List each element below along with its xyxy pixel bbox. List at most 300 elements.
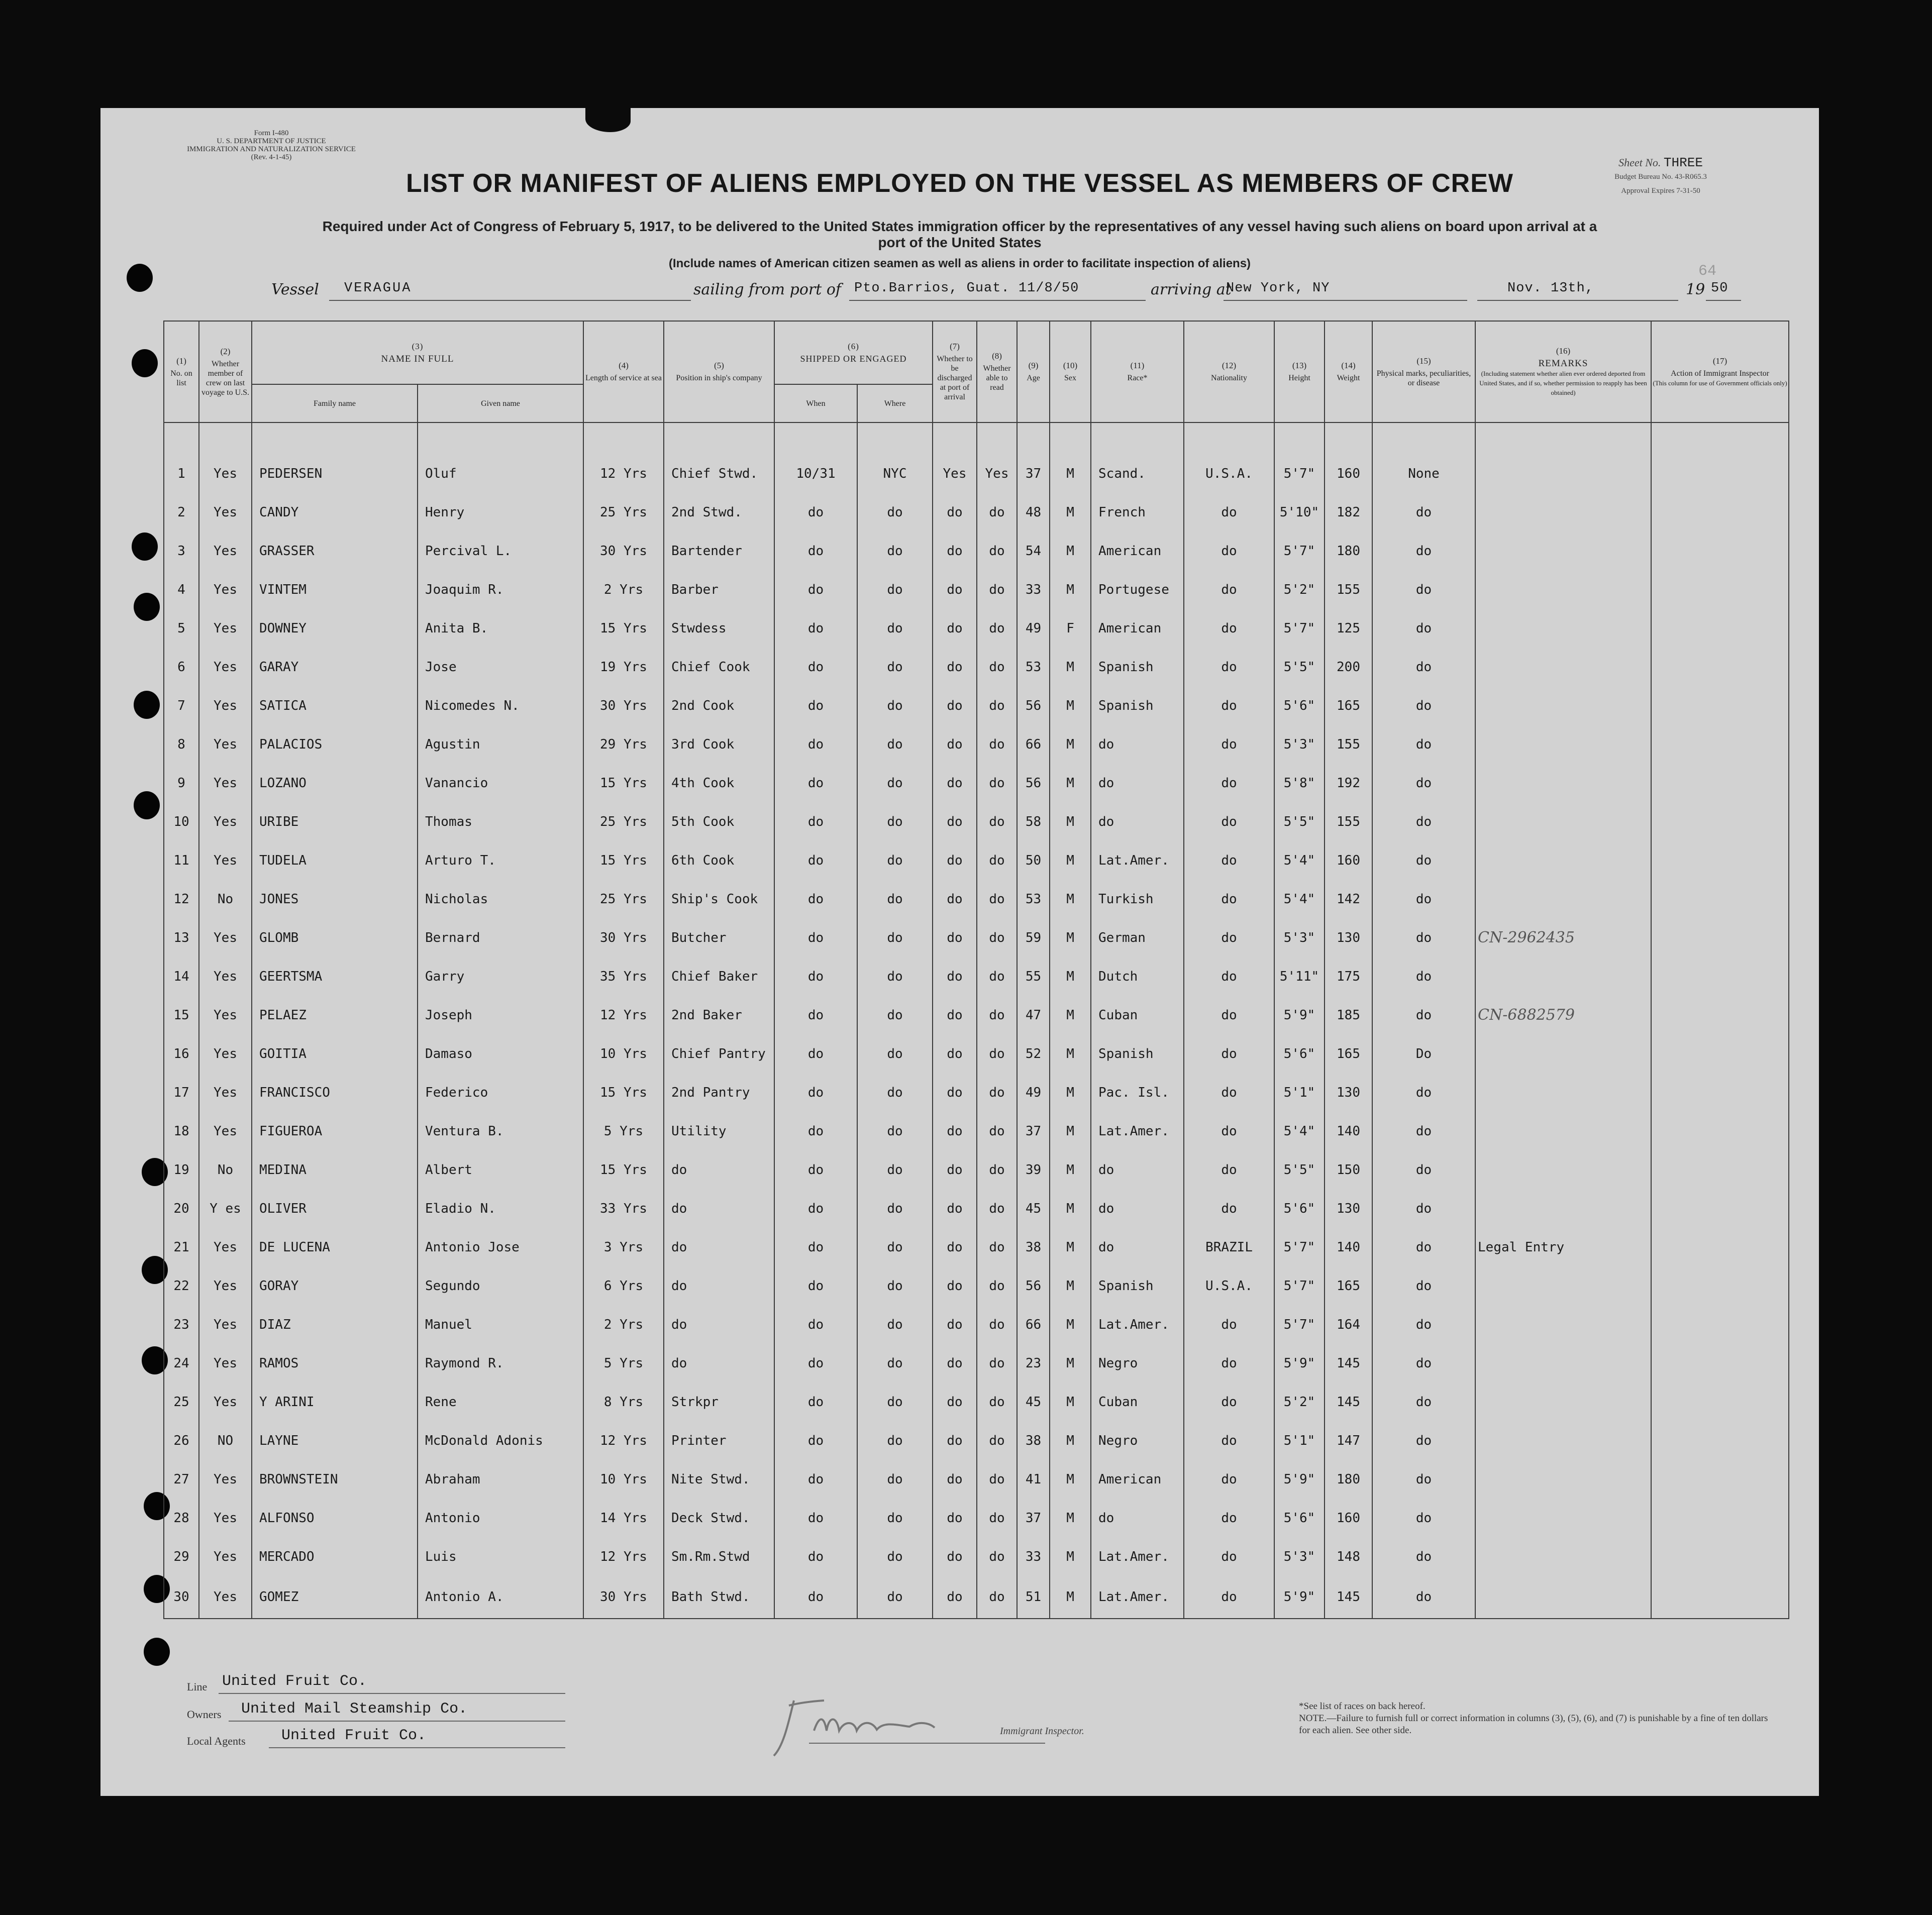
given-name-cell: Segundo: [418, 1266, 583, 1305]
service-cell: 5 Yrs: [583, 1112, 664, 1150]
last-voyage-cell: Yes: [199, 1073, 252, 1112]
col-discharged: (7) Whether to be discharged at port of arrival: [933, 321, 977, 422]
table-row: [164, 454, 1789, 493]
inspector-cell: [1651, 1537, 1789, 1576]
table-row: [164, 531, 1789, 570]
when-cell: do: [774, 918, 857, 957]
remarks-cell: [1475, 648, 1651, 686]
family-name-cell: GARAY: [252, 648, 418, 686]
sex-cell: M: [1050, 686, 1091, 725]
marks-cell: do: [1372, 1537, 1475, 1576]
nationality-cell: do: [1184, 1421, 1274, 1460]
given-name-cell: Garry: [418, 957, 583, 996]
age-cell: 51: [1017, 1576, 1050, 1619]
sailing-port: Pto.Barrios, Guat. 11/8/50: [854, 281, 1079, 296]
last-voyage-cell: Yes: [199, 841, 252, 880]
last-voyage-cell: Yes: [199, 1576, 252, 1619]
marks-cell: do: [1372, 1460, 1475, 1499]
agents-underline: [269, 1746, 565, 1748]
inspector-cell: [1651, 686, 1789, 725]
when-cell: do: [774, 957, 857, 996]
inspector-cell: [1651, 1344, 1789, 1382]
given-name-cell: Henry: [418, 493, 583, 531]
row-number: 17: [164, 1073, 199, 1112]
nationality-cell: do: [1184, 1499, 1274, 1537]
col-family-name: Family name: [252, 384, 418, 422]
inspector-cell: [1651, 880, 1789, 918]
where-cell: do: [857, 609, 933, 648]
read-cell: do: [977, 1150, 1017, 1189]
last-voyage-cell: Yes: [199, 1460, 252, 1499]
last-voyage-cell: Yes: [199, 1266, 252, 1305]
race-cell: American: [1091, 609, 1184, 648]
where-cell: do: [857, 725, 933, 764]
age-cell: 56: [1017, 686, 1050, 725]
marks-cell: do: [1372, 1305, 1475, 1344]
race-cell: Pac. Isl.: [1091, 1073, 1184, 1112]
col-inspector: (17) Action of Immigrant Inspector (This column for use of Government officials only): [1651, 321, 1789, 422]
row-number: 14: [164, 957, 199, 996]
remarks-cell: CN-2962435: [1475, 918, 1651, 957]
inspector-cell: [1651, 1382, 1789, 1421]
table-row: [164, 1576, 1789, 1619]
last-voyage-cell: Yes: [199, 1305, 252, 1344]
race-cell: Negro: [1091, 1421, 1184, 1460]
row-number: 20: [164, 1189, 199, 1228]
row-number: 23: [164, 1305, 199, 1344]
nationality-cell: do: [1184, 880, 1274, 918]
sheet-label: Sheet No.: [1618, 156, 1661, 169]
where-cell: do: [857, 531, 933, 570]
owners-underline: [229, 1720, 565, 1722]
where-cell: do: [857, 1382, 933, 1421]
age-cell: 23: [1017, 1344, 1050, 1382]
race-cell: German: [1091, 918, 1184, 957]
last-voyage-cell: Yes: [199, 1344, 252, 1382]
family-name-cell: OLIVER: [252, 1189, 418, 1228]
sex-cell: M: [1050, 880, 1091, 918]
nationality-cell: do: [1184, 1537, 1274, 1576]
height-cell: 5'5": [1274, 1150, 1325, 1189]
position-cell: Bartender: [664, 531, 774, 570]
when-cell: do: [774, 686, 857, 725]
last-voyage-cell: NO: [199, 1421, 252, 1460]
read-cell: do: [977, 1576, 1017, 1619]
given-name-cell: Bernard: [418, 918, 583, 957]
age-cell: 49: [1017, 609, 1050, 648]
table-row: [164, 1421, 1789, 1460]
inspector-cell: [1651, 918, 1789, 957]
position-cell: Butcher: [664, 918, 774, 957]
budget-bureau: Budget Bureau No. 43-R065.3: [1614, 173, 1707, 181]
height-cell: 5'3": [1274, 918, 1325, 957]
row-number: 5: [164, 609, 199, 648]
table-row: [164, 570, 1789, 609]
spacer-row: [164, 422, 1789, 454]
weight-cell: 150: [1325, 1150, 1372, 1189]
marks-cell: do: [1372, 764, 1475, 802]
height-cell: 5'1": [1274, 1073, 1325, 1112]
table-row: [164, 1537, 1789, 1576]
race-cell: do: [1091, 1228, 1184, 1266]
remarks-cell: [1475, 454, 1651, 493]
col-name-in-full: (3) NAME IN FULL: [252, 321, 583, 384]
remarks-cell: [1475, 1189, 1651, 1228]
col-weight: (14) Weight: [1325, 321, 1372, 422]
race-cell: do: [1091, 1189, 1184, 1228]
remarks-cell: [1475, 531, 1651, 570]
last-voyage-cell: Yes: [199, 531, 252, 570]
sex-cell: M: [1050, 1150, 1091, 1189]
marks-cell: do: [1372, 493, 1475, 531]
position-cell: Printer: [664, 1421, 774, 1460]
weight-cell: 165: [1325, 1266, 1372, 1305]
given-name-cell: Joseph: [418, 996, 583, 1034]
row-number: 6: [164, 648, 199, 686]
when-cell: do: [774, 725, 857, 764]
weight-cell: 130: [1325, 1073, 1372, 1112]
family-name-cell: PELAEZ: [252, 996, 418, 1034]
family-name-cell: RAMOS: [252, 1344, 418, 1382]
race-cell: Scand.: [1091, 454, 1184, 493]
weight-cell: 200: [1325, 648, 1372, 686]
where-cell: do: [857, 1228, 933, 1266]
sex-cell: M: [1050, 764, 1091, 802]
service-cell: 19 Yrs: [583, 648, 664, 686]
row-number: 1: [164, 454, 199, 493]
nationality-cell: U.S.A.: [1184, 1266, 1274, 1305]
punch-hole-icon: [134, 791, 160, 819]
sex-cell: M: [1050, 1228, 1091, 1266]
race-cell: do: [1091, 725, 1184, 764]
remarks-cell: [1475, 764, 1651, 802]
discharged-cell: do: [933, 996, 977, 1034]
weight-cell: 130: [1325, 1189, 1372, 1228]
weight-cell: 125: [1325, 609, 1372, 648]
family-name-cell: GOITIA: [252, 1034, 418, 1073]
last-voyage-cell: Yes: [199, 493, 252, 531]
height-cell: 5'3": [1274, 1537, 1325, 1576]
family-name-cell: CANDY: [252, 493, 418, 531]
when-cell: do: [774, 1499, 857, 1537]
when-cell: 10/31: [774, 454, 857, 493]
marks-cell: do: [1372, 802, 1475, 841]
when-cell: do: [774, 1344, 857, 1382]
position-cell: Barber: [664, 570, 774, 609]
where-cell: do: [857, 493, 933, 531]
nationality-cell: do: [1184, 802, 1274, 841]
nationality-cell: do: [1184, 1305, 1274, 1344]
service-cell: 2 Yrs: [583, 570, 664, 609]
given-name-cell: Rene: [418, 1382, 583, 1421]
race-cell: American: [1091, 531, 1184, 570]
inspector-cell: [1651, 996, 1789, 1034]
table-row: [164, 1266, 1789, 1305]
age-cell: 38: [1017, 1421, 1050, 1460]
table-row: [164, 686, 1789, 725]
where-cell: do: [857, 1073, 933, 1112]
height-cell: 5'4": [1274, 841, 1325, 880]
where-cell: do: [857, 570, 933, 609]
weight-cell: 160: [1325, 1499, 1372, 1537]
discharged-cell: do: [933, 1499, 977, 1537]
table-row: [164, 918, 1789, 957]
family-name-cell: GEERTSMA: [252, 957, 418, 996]
service-cell: 30 Yrs: [583, 531, 664, 570]
inspector-cell: [1651, 493, 1789, 531]
col-remarks: (16) REMARKS (Including statement whether alien ever ordered deported from United States, and if so, whether permission to reapply has been obtained): [1475, 321, 1651, 422]
marks-cell: do: [1372, 570, 1475, 609]
inspector-cell: [1651, 957, 1789, 996]
nationality-cell: do: [1184, 841, 1274, 880]
read-cell: do: [977, 1305, 1017, 1344]
weight-cell: 130: [1325, 918, 1372, 957]
height-cell: 5'8": [1274, 764, 1325, 802]
age-cell: 37: [1017, 1112, 1050, 1150]
weight-cell: 145: [1325, 1344, 1372, 1382]
where-cell: do: [857, 1421, 933, 1460]
discharged-cell: do: [933, 1073, 977, 1112]
age-cell: 55: [1017, 957, 1050, 996]
when-cell: do: [774, 1034, 857, 1073]
sex-cell: M: [1050, 841, 1091, 880]
discharged-cell: do: [933, 1460, 977, 1499]
marks-cell: do: [1372, 1344, 1475, 1382]
read-cell: do: [977, 531, 1017, 570]
sex-cell: M: [1050, 1344, 1091, 1382]
row-number: 12: [164, 880, 199, 918]
race-cell: Spanish: [1091, 686, 1184, 725]
given-name-cell: Antonio A.: [418, 1576, 583, 1619]
row-number: 18: [164, 1112, 199, 1150]
weight-cell: 140: [1325, 1228, 1372, 1266]
service-cell: 35 Yrs: [583, 957, 664, 996]
inspector-cell: [1651, 1073, 1789, 1112]
race-cell: do: [1091, 1499, 1184, 1537]
sex-cell: M: [1050, 531, 1091, 570]
inspector-cell: [1651, 1189, 1789, 1228]
read-cell: do: [977, 1073, 1017, 1112]
height-cell: 5'6": [1274, 686, 1325, 725]
where-cell: do: [857, 648, 933, 686]
nationality-cell: do: [1184, 686, 1274, 725]
family-name-cell: DE LUCENA: [252, 1228, 418, 1266]
col-last-voyage: (2) Whether member of crew on last voyage to U.S.: [199, 321, 252, 422]
service-cell: 5 Yrs: [583, 1344, 664, 1382]
given-name-cell: Abraham: [418, 1460, 583, 1499]
inspector-cell: [1651, 1112, 1789, 1150]
weight-cell: 175: [1325, 957, 1372, 996]
weight-cell: 180: [1325, 531, 1372, 570]
given-name-cell: Antonio Jose: [418, 1228, 583, 1266]
read-cell: do: [977, 1382, 1017, 1421]
marks-cell: do: [1372, 725, 1475, 764]
family-name-cell: MERCADO: [252, 1537, 418, 1576]
discharged-cell: do: [933, 764, 977, 802]
weight-cell: 145: [1325, 1576, 1372, 1619]
last-voyage-cell: Y es: [199, 1189, 252, 1228]
service-cell: 25 Yrs: [583, 493, 664, 531]
nationality-cell: do: [1184, 570, 1274, 609]
family-name-cell: GRASSER: [252, 531, 418, 570]
remarks-cell: [1475, 1150, 1651, 1189]
inspector-cell: [1651, 570, 1789, 609]
sex-cell: M: [1050, 1460, 1091, 1499]
nationality-cell: do: [1184, 725, 1274, 764]
given-name-cell: Vanancio: [418, 764, 583, 802]
last-voyage-cell: Yes: [199, 1382, 252, 1421]
row-number: 8: [164, 725, 199, 764]
when-cell: do: [774, 1266, 857, 1305]
row-number: 15: [164, 996, 199, 1034]
position-cell: Strkpr: [664, 1382, 774, 1421]
family-name-cell: GORAY: [252, 1266, 418, 1305]
age-cell: 45: [1017, 1189, 1050, 1228]
inspector-cell: [1651, 802, 1789, 841]
remarks-cell: [1475, 1537, 1651, 1576]
marks-cell: do: [1372, 1150, 1475, 1189]
when-cell: do: [774, 1382, 857, 1421]
service-cell: 29 Yrs: [583, 725, 664, 764]
marks-cell: do: [1372, 957, 1475, 996]
discharged-cell: do: [933, 725, 977, 764]
read-cell: do: [977, 918, 1017, 957]
where-cell: do: [857, 1305, 933, 1344]
service-cell: 10 Yrs: [583, 1034, 664, 1073]
col-where: Where: [857, 384, 933, 422]
when-cell: do: [774, 609, 857, 648]
sex-cell: M: [1050, 802, 1091, 841]
discharged-cell: do: [933, 1189, 977, 1228]
read-cell: do: [977, 1460, 1017, 1499]
service-cell: 6 Yrs: [583, 1266, 664, 1305]
nationality-cell: do: [1184, 531, 1274, 570]
family-name-cell: DOWNEY: [252, 609, 418, 648]
remarks-cell: [1475, 1344, 1651, 1382]
table-row: [164, 957, 1789, 996]
service-cell: 30 Yrs: [583, 1576, 664, 1619]
row-number: 21: [164, 1228, 199, 1266]
row-number: 16: [164, 1034, 199, 1073]
given-name-cell: Luis: [418, 1537, 583, 1576]
sex-cell: M: [1050, 648, 1091, 686]
position-cell: 5th Cook: [664, 802, 774, 841]
discharged-cell: do: [933, 648, 977, 686]
service-cell: 12 Yrs: [583, 1421, 664, 1460]
table-row: [164, 609, 1789, 648]
remarks-cell: [1475, 725, 1651, 764]
position-cell: do: [664, 1150, 774, 1189]
race-cell: American: [1091, 1460, 1184, 1499]
last-voyage-cell: Yes: [199, 802, 252, 841]
read-cell: do: [977, 493, 1017, 531]
race-cell: Turkish: [1091, 880, 1184, 918]
position-cell: Sm.Rm.Stwd: [664, 1537, 774, 1576]
read-cell: do: [977, 880, 1017, 918]
table-row: [164, 1460, 1789, 1499]
family-name-cell: VINTEM: [252, 570, 418, 609]
arriving-label: arriving at: [1151, 281, 1232, 298]
corner-mark: 64: [1698, 263, 1717, 280]
given-name-cell: Antonio: [418, 1499, 583, 1537]
nationality-cell: do: [1184, 1112, 1274, 1150]
remarks-cell: [1475, 609, 1651, 648]
given-name-cell: Nicomedes N.: [418, 686, 583, 725]
given-name-cell: Federico: [418, 1073, 583, 1112]
read-cell: do: [977, 1034, 1017, 1073]
position-cell: Chief Baker: [664, 957, 774, 996]
discharged-cell: Yes: [933, 454, 977, 493]
age-cell: 37: [1017, 454, 1050, 493]
when-cell: do: [774, 1421, 857, 1460]
discharged-cell: do: [933, 957, 977, 996]
discharged-cell: do: [933, 609, 977, 648]
table-row: [164, 841, 1789, 880]
page-title: LIST OR MANIFEST OF ALIENS EMPLOYED ON THE VESSEL AS MEMBERS OF CREW: [406, 169, 1513, 198]
read-cell: do: [977, 1228, 1017, 1266]
last-voyage-cell: Yes: [199, 918, 252, 957]
crew-rows: [164, 422, 1789, 1619]
race-cell: Spanish: [1091, 648, 1184, 686]
given-name-cell: Raymond R.: [418, 1344, 583, 1382]
col-shipped: (6) SHIPPED OR ENGAGED: [774, 321, 933, 384]
inspector-cell: [1651, 1305, 1789, 1344]
service-cell: 14 Yrs: [583, 1499, 664, 1537]
sheet-number: [1578, 156, 1744, 170]
nationality-cell: do: [1184, 1344, 1274, 1382]
manifest-sheet: [100, 108, 1819, 1796]
height-cell: 5'9": [1274, 1344, 1325, 1382]
where-cell: do: [857, 1344, 933, 1382]
family-name-cell: GLOMB: [252, 918, 418, 957]
race-cell: Spanish: [1091, 1034, 1184, 1073]
service-cell: 10 Yrs: [583, 1460, 664, 1499]
read-cell: do: [977, 957, 1017, 996]
last-voyage-cell: Yes: [199, 957, 252, 996]
height-cell: 5'2": [1274, 1382, 1325, 1421]
read-cell: do: [977, 1266, 1017, 1305]
position-cell: Stwdess: [664, 609, 774, 648]
given-name-cell: Ventura B.: [418, 1112, 583, 1150]
marks-cell: do: [1372, 996, 1475, 1034]
last-voyage-cell: Yes: [199, 570, 252, 609]
height-cell: 5'7": [1274, 454, 1325, 493]
age-cell: 39: [1017, 1150, 1050, 1189]
discharged-cell: do: [933, 841, 977, 880]
header-row: [164, 321, 1789, 384]
marks-cell: do: [1372, 918, 1475, 957]
given-name-cell: Oluf: [418, 454, 583, 493]
height-cell: 5'6": [1274, 1034, 1325, 1073]
marks-cell: do: [1372, 1189, 1475, 1228]
col-read: (8) Whether able to read: [977, 321, 1017, 422]
read-cell: do: [977, 1112, 1017, 1150]
nationality-cell: BRAZIL: [1184, 1228, 1274, 1266]
inspector-cell: [1651, 454, 1789, 493]
remarks-cell: [1475, 1073, 1651, 1112]
sex-cell: M: [1050, 1305, 1091, 1344]
discharged-cell: do: [933, 1112, 977, 1150]
crew-manifest-table: [163, 321, 1789, 1619]
inspector-cell: [1651, 1499, 1789, 1537]
read-cell: do: [977, 648, 1017, 686]
given-name-cell: Nicholas: [418, 880, 583, 918]
race-cell: Cuban: [1091, 1382, 1184, 1421]
position-cell: 6th Cook: [664, 841, 774, 880]
sex-cell: M: [1050, 1189, 1091, 1228]
remarks-cell: [1475, 1499, 1651, 1537]
age-cell: 33: [1017, 570, 1050, 609]
